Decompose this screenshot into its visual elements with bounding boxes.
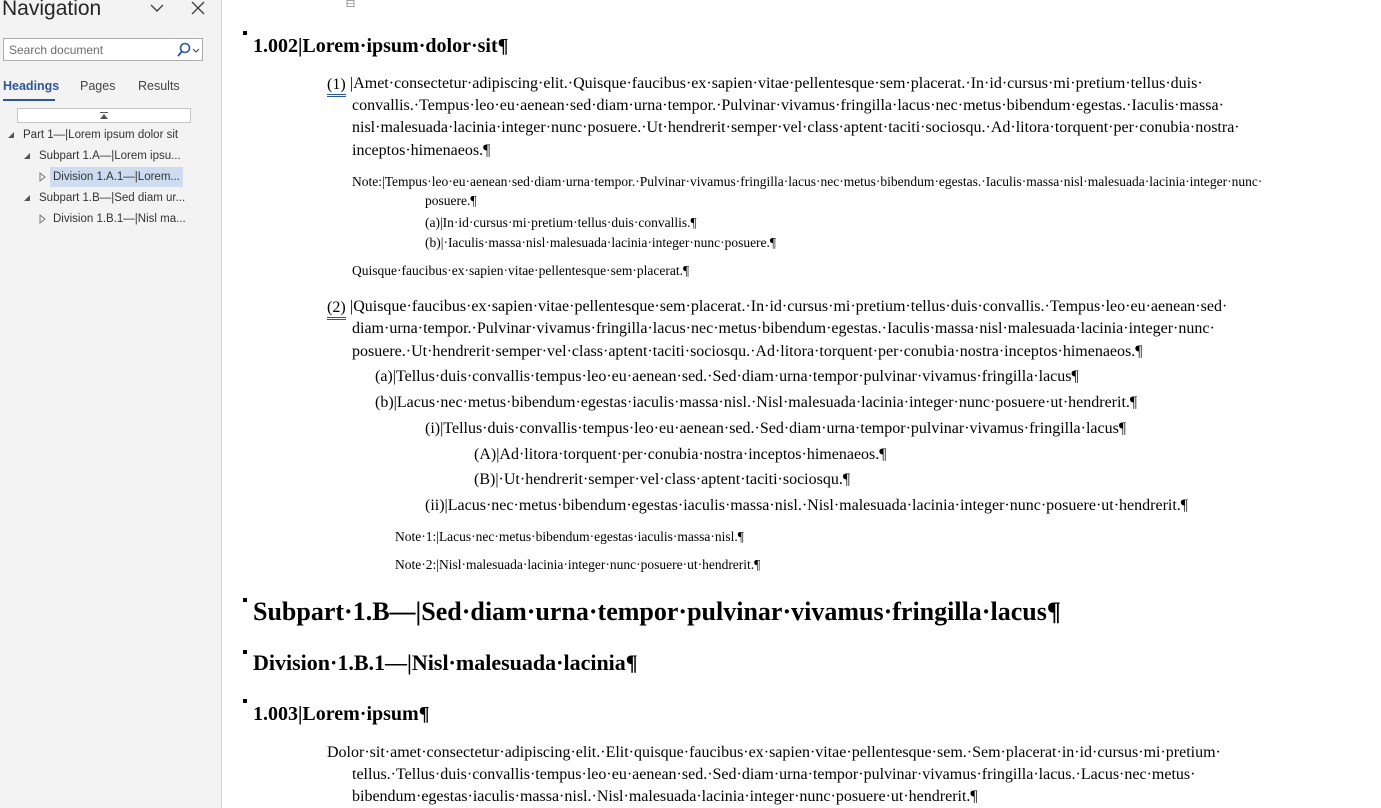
note-1: Note·1:|Lacus·nec·metus·bibendum·egestas·iaculis·massa·nisl.¶: [395, 529, 744, 544]
paragraph-number-1: (1): [327, 75, 346, 97]
heading-marker: [243, 598, 247, 602]
close-icon[interactable]: [190, 0, 206, 16]
subitem-A: (A)|Ad·litora·torquent·per·conubia·nostra·inceptos·himenaeos.¶: [474, 446, 887, 463]
subitem-B: (B)|·Ut·hendrerit·semper·vel·class·aptent·taciti·sociosqu.¶: [474, 471, 851, 488]
paragraph-1-line-2: convallis.·Tempus·leo·eu·aenean·sed·diam·urna·tempor.·Pulvinar·vivamus·fringilla·lacus·nec·metus·bibendum·egestas.·Iaculis·massa·: [352, 97, 1224, 114]
paragraph-number-2: (2): [327, 298, 346, 320]
paragraph-1-line-1: |Amet·consectetur·adipiscing·elit.·Quisque·faucibus·ex·sapien·vitae·pellentesque·sem·placerat.·In·id·cursus·mi·pretium·tellus·duis·: [350, 75, 1203, 92]
subitem-i: (i)|Tellus·duis·convallis·tempus·leo·eu·aenean·sed.·Sed·diam·urna·tempor·pulvinar·vivamus·fringilla·lacus¶: [425, 420, 1127, 437]
scroll-up-icon: [98, 111, 110, 120]
tree-item-division-1a1[interactable]: [33, 167, 189, 187]
subitem-a: (a)|Tellus·duis·convallis·tempus·leo·eu·aenean·sed.·Sed·diam·urna·tempor·pulvinar·vivamus·fringilla·lacus¶: [375, 368, 1079, 385]
tree-item-label: Subpart 1.B—|Sed diam ur...: [39, 192, 186, 204]
scroll-up-button[interactable]: [17, 108, 191, 123]
navigation-title: Navigation: [2, 0, 102, 20]
paragraph-3-line-1: Dolor·sit·amet·consectetur·adipiscing·elit.·Elit·quisque·faucibus·ex·sapien·vitae·pellentesque·sem.·Sem·placerat·in·id·cursus·mi·pretium·: [327, 744, 1221, 761]
tree-item-subpart-1a[interactable]: [19, 146, 191, 166]
search-input[interactable]: [4, 39, 169, 60]
tree-item-label: Division 1.B.1—|Nisl ma...: [53, 213, 186, 225]
paragraph-2-line-1: |Quisque·faucibus·ex·sapien·vitae·pellentesque·sem·placerat.·In·id·cursus·mi·pretium·tellus·duis·convallis.·Tempus·leo·eu·aenean·sed·: [350, 298, 1228, 315]
heading-division-1b1: Division·1.B.1—|Nisl·malesuada·lacinia¶: [253, 650, 638, 675]
heading-marker: [243, 31, 247, 35]
paragraph-3-line-3: bibendum·egestas·iaculis·massa·nisl.·Nisl·malesuada·lacinia·integer·nunc·posuere·ut·hendrerit.¶: [352, 788, 978, 805]
tab-pages[interactable]: Pages: [80, 79, 116, 93]
note-line-1: Note:|Tempus·leo·eu·aenean·sed·diam·urna·tempor.·Pulvinar·vivamus·fringilla·lacus·nec·metus·bibendum·egestas.·Iaculis·massa·nisl·malesuada·lacinia·integer·nunc·: [352, 174, 1263, 189]
tree-item-label: Division 1.A.1—|Lorem...: [50, 167, 183, 187]
tab-results[interactable]: Results: [138, 79, 180, 93]
tree-item-subpart-1b[interactable]: [19, 188, 191, 208]
tree-item-label: Subpart 1.A—|Lorem ipsu...: [39, 150, 181, 162]
paragraph-3-line-2: tellus.·Tellus·duis·convallis·tempus·leo·eu·aenean·sed.·Sed·diam·urna·tempor·pulvinar·vivamus·fringilla·lacus.·Lacus·nec·metus·: [352, 766, 1196, 783]
tree-item-label: Part 1—|Lorem ipsum dolor sit: [23, 129, 179, 141]
document-canvas[interactable]: [223, 0, 1381, 808]
tab-headings[interactable]: Headings: [3, 79, 60, 93]
expanded-triangle-icon[interactable]: [21, 188, 33, 208]
paragraph-2-line-3: posuere.·Ut·hendrerit·semper·vel·class·aptent·taciti·sociosqu.·Ad·litora·torquent·per·conubia·nostra·inceptos·himenaeos.¶: [352, 343, 1143, 360]
heading-1002: 1.002|Lorem·ipsum·dolor·sit¶: [253, 35, 509, 57]
search-icon[interactable]: [174, 41, 202, 59]
paragraph-1-line-3: nisl·malesuada·lacinia·integer·nunc·posuere.·Ut·hendrerit·semper·vel·class·aptent·taciti·sociosqu.·Ad·litora·torquent·per·conubia·nostra·: [352, 119, 1240, 136]
note-item-a: (a)|In·id·cursus·mi·pretium·tellus·duis·convallis.¶: [425, 215, 697, 230]
note-trailing-line: Quisque·faucibus·ex·sapien·vitae·pellentesque·sem·placerat.¶: [352, 263, 690, 278]
collapsed-triangle-icon[interactable]: [36, 209, 48, 229]
table-move-handle-icon[interactable]: [346, 0, 356, 8]
subitem-b: (b)|Lacus·nec·metus·bibendum·egestas·iaculis·massa·nisl.·Nisl·malesuada·lacinia·integer·nunc·posuere·ut·hendrerit.¶: [375, 394, 1138, 411]
search-box: [3, 38, 203, 61]
navigation-pane: [0, 0, 222, 808]
heading-marker: [243, 699, 247, 703]
chevron-down-icon[interactable]: [148, 0, 166, 16]
tree-item-part-1[interactable]: [3, 125, 193, 145]
collapsed-triangle-icon[interactable]: [36, 167, 48, 187]
heading-1003: 1.003|Lorem·ipsum¶: [253, 703, 430, 725]
paragraph-1-line-4: inceptos·himenaeos.¶: [352, 142, 491, 159]
tree-item-division-1b1[interactable]: [33, 209, 189, 229]
active-tab-indicator: [3, 99, 55, 101]
note-2: Note·2:|Nisl·malesuada·lacinia·integer·nunc·posuere·ut·hendrerit.¶: [395, 557, 761, 572]
paragraph-2-line-2: diam·urna·tempor.·Pulvinar·vivamus·fringilla·lacus·nec·metus·bibendum·egestas.·Iaculis·massa·nisl·malesuada·lacinia·integer·nunc·: [352, 320, 1215, 337]
heading-marker: [243, 650, 247, 654]
expanded-triangle-icon[interactable]: [5, 125, 17, 145]
expanded-triangle-icon[interactable]: [21, 146, 33, 166]
note-item-b: (b)|·Iaculis·massa·nisl·malesuada·lacinia·integer·nunc·posuere.¶: [425, 235, 777, 250]
subitem-ii: (ii)|Lacus·nec·metus·bibendum·egestas·iaculis·massa·nisl.·Nisl·malesuada·lacinia·integer·nunc·posuere·ut·hendrerit.¶: [425, 497, 1189, 514]
note-line-2: posuere.¶: [425, 193, 477, 208]
heading-subpart-1b: Subpart·1.B—|Sed·diam·urna·tempor·pulvinar·vivamus·fringilla·lacus¶: [253, 597, 1061, 626]
